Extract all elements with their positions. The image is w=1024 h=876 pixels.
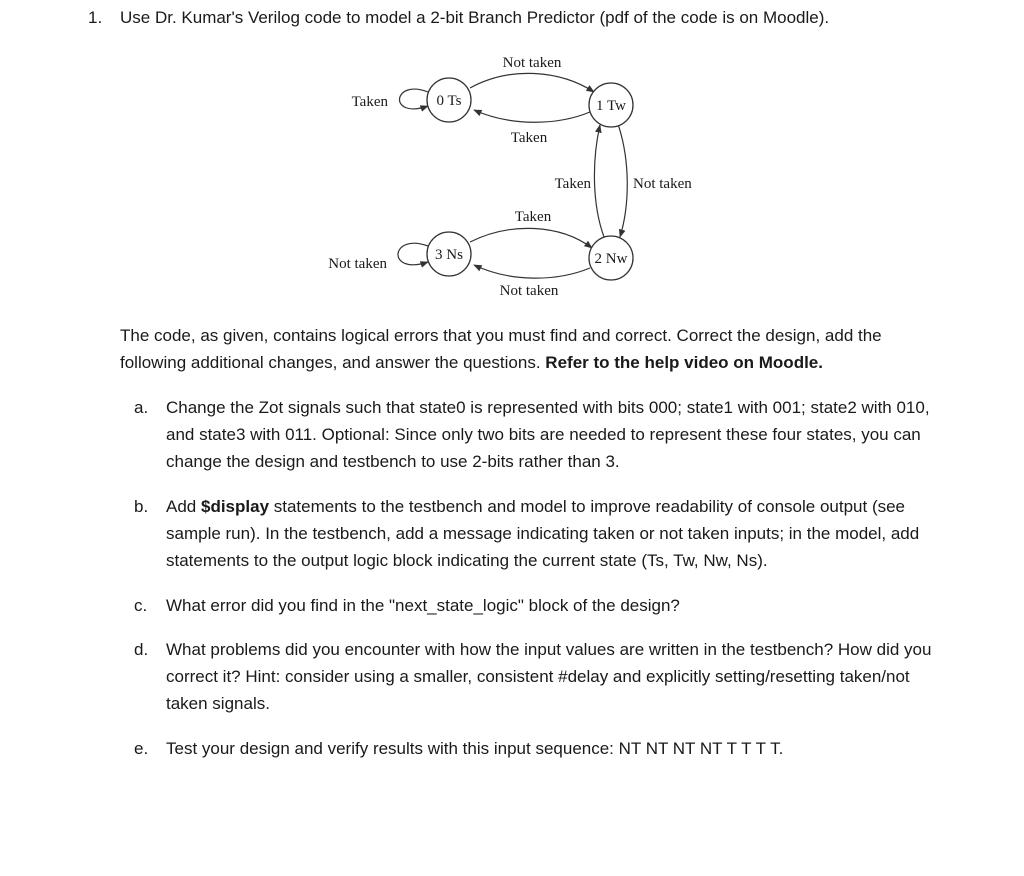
list-item-b <box>134 493 934 574</box>
item-letter: d. <box>134 640 149 659</box>
state-node-1-tw <box>589 83 633 127</box>
instructions-bold-note: Refer to the help video on Moodle. <box>545 353 823 372</box>
edge-label-tw-to-ts: Taken <box>510 130 548 146</box>
item-text-post: statements to the testbench and model to improve readability of console output (see sample run). In the testbench, add a message indicating taken or not taken inputs; in the model, add statements to the output logic block indicating the current state (Ts, Tw, Nw, Ns). <box>166 497 920 570</box>
state-label: 2 Nw <box>594 251 628 267</box>
state-label: 3 Ns <box>435 247 463 263</box>
item-text: What problems did you encounter with how the input values are written in the testbench? How did you correct it? Hint: consider using a smaller, consistent #delay and explicitly setting/resetting taken/not taken signals. <box>166 640 932 713</box>
state-node-2-nw <box>589 236 633 280</box>
question-number: 1. <box>88 8 103 27</box>
state-label: 1 Tw <box>596 98 626 114</box>
edge-ts-to-tw <box>470 73 594 92</box>
list-item-a <box>134 394 934 475</box>
edge-ns-self <box>398 243 428 265</box>
edge-nw-to-ns <box>474 265 590 278</box>
state-label: 0 Ts <box>436 93 462 109</box>
list-item-c <box>134 592 934 619</box>
edge-label-ts-to-tw: Not taken <box>502 55 562 71</box>
edge-label-tw-to-nw: Not taken <box>633 176 692 192</box>
edge-tw-to-ts <box>474 110 590 122</box>
item-text-bold: $display <box>200 497 270 516</box>
question-text: Use Dr. Kumar's Verilog code to model a 2-bit Branch Predictor (pdf of the code is on Moodle). <box>120 8 830 27</box>
edge-ns-to-nw <box>470 228 592 248</box>
instructions-paragraph <box>120 322 940 376</box>
state-diagram <box>0 0 1024 310</box>
item-letter: a. <box>134 398 149 417</box>
item-text-pre: Add <box>166 497 201 516</box>
instructions-text: The code, as given, contains logical errors that you must find and correct. Correct the design, add the following additional changes, and answer the questions. <box>120 326 882 372</box>
edge-tw-to-nw <box>618 124 627 237</box>
item-text: Test your design and verify results with this input sequence: NT NT NT NT T T T T. <box>166 739 784 758</box>
edge-label-ns-self: Not taken <box>328 256 387 272</box>
edge-label-ns-to-nw: Taken <box>514 209 552 225</box>
edge-ts-self <box>399 89 428 109</box>
list-item-e <box>134 735 934 762</box>
edge-label-nw-to-ns: Not taken <box>499 283 559 299</box>
item-letter: c. <box>134 596 148 615</box>
edge-label-ts-self: Taken <box>351 94 388 110</box>
item-text: What error did you find in the "next_state_logic" block of the design? <box>166 596 680 615</box>
item-text: Change the Zot signals such that state0 is represented with bits 000; state1 with 001; state2 with 010, and state3 with 011. Optional: Since only two bits are needed to represent these four states, you can change the design and testbench to use 2-bits rather than 3. <box>166 398 930 471</box>
state-node-3-ns <box>427 232 471 276</box>
list-item-d <box>134 636 934 717</box>
item-letter: e. <box>134 739 149 758</box>
item-text <box>166 493 934 574</box>
edge-label-nw-to-tw: Taken <box>554 176 591 192</box>
state-node-0-ts <box>427 78 471 122</box>
item-letter: b. <box>134 497 149 516</box>
edge-nw-to-tw <box>594 125 604 237</box>
